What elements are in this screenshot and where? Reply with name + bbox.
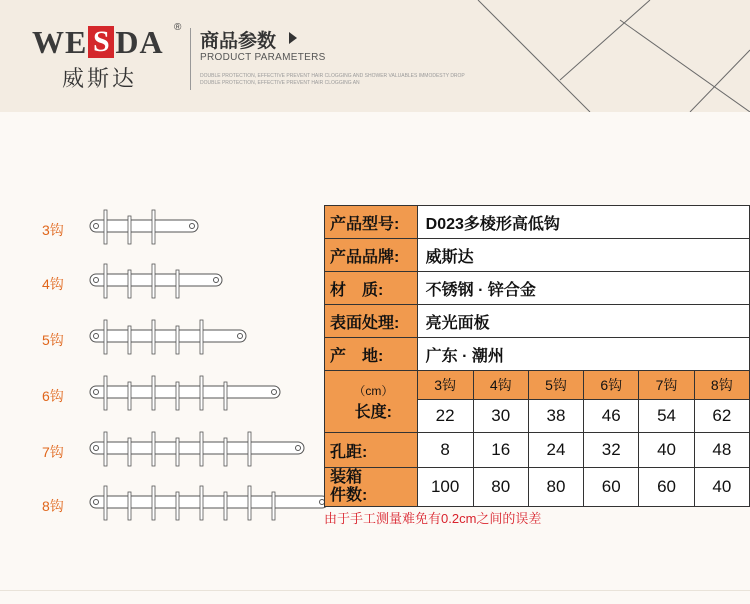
logo-s-mark: S (88, 26, 114, 58)
registered-mark: ® (174, 22, 182, 33)
size-column-header: 7钩 (639, 371, 694, 400)
hook-arm (200, 376, 203, 410)
hook-arm (176, 438, 179, 466)
param-value: 不锈钢 · 锌合金 (417, 272, 749, 305)
param-row (325, 206, 750, 239)
spacing-value: 32 (584, 433, 639, 468)
hook-arm (104, 210, 107, 244)
hook-plate (90, 330, 246, 342)
hook-arm (200, 486, 203, 520)
param-value: 威斯达 (417, 239, 749, 272)
param-key: 材 质: (325, 272, 418, 305)
spacing-value: 24 (528, 433, 583, 468)
hook-rack-drawing (86, 374, 296, 424)
triangle-right-icon (289, 32, 297, 44)
size-column-header: 5钩 (528, 371, 583, 400)
hook-arm (128, 326, 131, 354)
hook-arm (104, 486, 107, 520)
hook-arm (176, 326, 179, 354)
hook-rack-drawing (86, 262, 238, 312)
hook-rack-drawing (86, 430, 320, 480)
hook-rack-drawing (86, 318, 262, 368)
hook-arm (128, 438, 131, 466)
hook-arm (200, 320, 203, 354)
hook-arm (104, 264, 107, 298)
length-value: 54 (639, 400, 694, 433)
section-tagline (200, 73, 465, 87)
spacing-value: 8 (417, 433, 473, 468)
hook-arm (104, 432, 107, 466)
logo-text-left: WE (32, 24, 88, 60)
hook-count-label: 6钩 (42, 388, 64, 404)
hook-arm (176, 382, 179, 410)
box-quantity-value: 60 (584, 468, 639, 507)
box-quantity-value: 100 (417, 468, 473, 507)
size-column-header: 3钩 (417, 371, 473, 400)
box-quantity-label (325, 468, 418, 507)
spacing-value: 16 (473, 433, 528, 468)
hook-arm (128, 382, 131, 410)
hook-arm (104, 320, 107, 354)
hook-arm (224, 438, 227, 466)
spacing-value: 40 (639, 433, 694, 468)
box-label-line-2: 件数: (330, 487, 368, 504)
hook-arm (176, 270, 179, 298)
box-quantity-value: 60 (639, 468, 694, 507)
hook-arm (128, 216, 131, 244)
hook-count-label: 8钩 (42, 498, 64, 514)
hook-arm (152, 210, 155, 244)
length-value: 62 (694, 400, 749, 433)
spacing-value: 48 (694, 433, 749, 468)
param-key: 产 地: (325, 338, 418, 371)
hook-arm (224, 492, 227, 520)
hook-rack-drawing (86, 484, 344, 534)
hook-arm (104, 376, 107, 410)
hook-arm (128, 270, 131, 298)
hook-count-label: 5钩 (42, 332, 64, 348)
hook-arm (248, 486, 251, 520)
tagline-line-1: DOUBLE PROTECTION, EFFECTIVE PREVENT HAIR CLOGGING AND SHOWER VALUABLES IMMODESTY DROP (200, 73, 465, 79)
param-row (325, 305, 750, 338)
size-column-header: 4钩 (473, 371, 528, 400)
bottom-divider (0, 590, 750, 591)
length-value: 30 (473, 400, 528, 433)
logo-text-right: DA (115, 24, 164, 60)
length-label-cell (325, 371, 418, 433)
unit-label: （cm） (353, 383, 394, 398)
box-quantity-value: 80 (528, 468, 583, 507)
hook-arm (152, 432, 155, 466)
brand-logo (32, 22, 184, 92)
brand-name-cn: 威斯达 (62, 67, 138, 92)
box-label-line-1: 装箱 (330, 469, 363, 486)
hook-arm (128, 492, 131, 520)
hook-arm (152, 264, 155, 298)
param-row (325, 338, 750, 371)
measurement-note: 由于手工测量难免有0.2cm之间的误差 (324, 511, 542, 526)
hook-arm (176, 492, 179, 520)
param-key: 产品品牌: (325, 239, 418, 272)
header-banner (0, 0, 750, 112)
hook-arm (248, 432, 251, 466)
param-value: 亮光面板 (417, 305, 749, 338)
length-value: 38 (528, 400, 583, 433)
spacing-row (325, 433, 750, 468)
length-label: 长度: (354, 403, 392, 421)
hook-arm (152, 376, 155, 410)
box-quantity-value: 80 (473, 468, 528, 507)
param-value: D023多棱形高低钩 (417, 206, 749, 239)
length-value: 46 (584, 400, 639, 433)
section-title: 商品参数 (200, 31, 277, 52)
hook-rack-drawing (86, 208, 214, 258)
section-subtitle: PRODUCT PARAMETERS (200, 52, 326, 63)
size-column-header: 6钩 (584, 371, 639, 400)
hook-plate (90, 496, 328, 508)
param-key: 产品型号: (325, 206, 418, 239)
hook-arm (200, 432, 203, 466)
hook-count-label: 4钩 (42, 276, 64, 292)
spacing-label: 孔距: (325, 433, 418, 468)
param-row (325, 239, 750, 272)
hook-arm (152, 320, 155, 354)
box-quantity-value: 40 (694, 468, 749, 507)
hook-plate (90, 274, 222, 286)
box-quantity-row (325, 468, 750, 507)
length-value: 22 (417, 400, 473, 433)
tagline-line-2: DOUBLE PROTECTION, EFFECTIVE PREVENT HAIR CLOGGING AN (200, 80, 360, 86)
hook-plate (90, 442, 304, 454)
hook-count-label: 7钩 (42, 444, 64, 460)
param-key: 表面处理: (325, 305, 418, 338)
size-column-header: 8钩 (694, 371, 749, 400)
header-divider (190, 28, 191, 90)
hook-arm (224, 382, 227, 410)
hook-arm (152, 486, 155, 520)
hook-arm (272, 492, 275, 520)
size-header-row (325, 371, 750, 400)
param-row (325, 272, 750, 305)
param-value: 广东 · 潮州 (417, 338, 749, 371)
product-parameters-table (324, 205, 750, 507)
hook-count-label: 3钩 (42, 222, 64, 238)
hook-plate (90, 386, 280, 398)
